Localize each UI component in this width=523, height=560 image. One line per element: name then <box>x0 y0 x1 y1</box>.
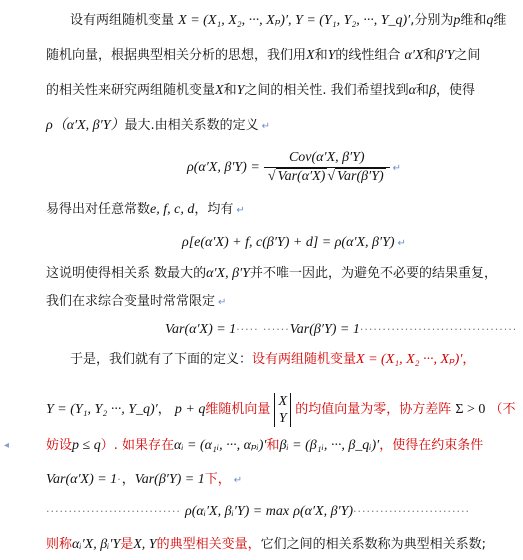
p2-text-a: 易得出对任意常数 <box>46 202 151 217</box>
p4-comma: ， <box>462 352 476 367</box>
eq1-den-var-y: Var(β′Y) <box>337 169 384 184</box>
p1-line1 <box>70 11 506 31</box>
symbol-p: p <box>453 13 461 28</box>
eq1-denominator: √ Var(α′X) √ Var(β′Y) <box>267 169 384 184</box>
equation-constraints: Var(α′X) = 1····· ······Var(β′Y) = 1··································· <box>165 322 518 337</box>
eq1-den-var-x: Var(α′X) <box>277 169 326 184</box>
equation-max-correlation: ······························ ρ(αᵢ′X, βᵢ′Y) = max ρ(α′X, β′Y)·························· <box>46 504 470 519</box>
eq2-text: ρ[e(α′X) + f, c(β′Y) + d] = ρ(α′X, β′Y) <box>182 235 395 250</box>
formula-beta-i: βᵢ = (β₁ᵢ, ···, β_qᵢ)′ <box>279 438 380 453</box>
formula-alpha-x-beta-y: α′X, β′Y <box>206 266 250 281</box>
paragraph-mark-icon: ↵ <box>261 121 271 132</box>
paragraph-mark-icon: ↵ <box>236 205 245 216</box>
formula-rho: ρ（α′X, β′Y） <box>46 118 125 133</box>
eq1-lhs: ρ(α′X, β′Y) = <box>187 160 260 175</box>
formula-x-y: X, Y <box>133 537 157 552</box>
p1-line2-d: 和 <box>423 48 437 63</box>
p1-line4-b: 最大.由相关系数的定义 <box>124 118 259 133</box>
p2-text-b: ，均有 <box>194 202 234 217</box>
formula-p-plus-q: p + q <box>174 402 206 417</box>
p1-line3-c: 之间的相关性. 我们希望找到 <box>244 83 409 98</box>
p4-line3-d: ，使得在约束条件 <box>379 438 484 453</box>
p1-line3-b: 和 <box>223 83 237 98</box>
paragraph-mark-icon: ↵ <box>233 475 243 486</box>
bracket-x: X <box>278 393 288 409</box>
symbol-y-2: Y <box>236 83 245 98</box>
p4-text-a: 于是，我们就有了下面的定义： <box>70 352 253 367</box>
eq3-var-alpha: Var(α′X) = 1 <box>165 322 237 337</box>
formula-y-vector-def: Y = (Y₁, Y₂ ···, Y_q)′ <box>46 402 158 417</box>
p1-text-a: 设有两组随机变量 <box>70 13 175 28</box>
paragraph-mark-icon: ↵ <box>218 297 227 308</box>
p5-text-a: 则称 <box>46 537 73 552</box>
eq4-lhs: ρ(αᵢ′X, βᵢ′Y) = max <box>185 504 290 519</box>
p1-line4 <box>46 116 270 136</box>
eq3-var-beta: Var(β′Y) = 1 <box>289 322 360 337</box>
p1-line2 <box>46 46 480 66</box>
p4-line3-c: 和 <box>266 438 280 453</box>
p4-line4: Var(α′X) = 1·，Var(β′Y) = 1下， ↵ <box>46 472 243 487</box>
formula-xy-vectors: X = (X₁, X₂, ···, Xₚ)′, Y = (Y₁, Y₂, ···, Y_q)′ <box>178 13 411 28</box>
p4-line3 <box>46 436 483 456</box>
p4-text-f: （不 <box>489 402 516 417</box>
symbol-q: q <box>486 13 494 28</box>
p5-text-b: 是 <box>120 537 134 552</box>
p1-line3-d: 和 <box>416 83 430 98</box>
p3-line2-text: 我们在求综合变量时常常限定 <box>46 294 216 309</box>
formula-alpha-i: αᵢ = (α₁ᵢ, ···, αₚᵢ)′ <box>173 438 267 453</box>
p1-line3-e: ，使得 <box>436 83 476 98</box>
p4-line1 <box>70 350 475 370</box>
symbol-x-2: X <box>215 83 224 98</box>
p4-text-b: 设有两组随机变量 <box>252 352 357 367</box>
bracket-y: Y <box>278 410 287 426</box>
p5-text-d: 它们之间的相关系数称为典型相关系数; <box>260 537 486 552</box>
formula-constants: e, f, c, d <box>150 202 195 217</box>
p1-line2-c: 的线性组合 <box>335 48 401 63</box>
p4-line4-text: 下， <box>204 472 231 487</box>
eq4-rhs: ρ(α′X, β′Y) <box>293 504 354 519</box>
equation-correlation-definition <box>187 146 401 190</box>
constraint-var-beta: Var(β′Y) = 1 <box>134 472 205 487</box>
p1-line2-a: 随机向量，根据典型相关分析的思想，我们用 <box>46 48 307 63</box>
p1-line3-a: 的相关性来研究两组随机变量 <box>46 83 216 98</box>
random-vector-bracket <box>274 393 291 427</box>
p1-text-c: 维和 <box>460 13 487 28</box>
eq1-fraction <box>264 149 390 186</box>
symbol-x: X <box>306 48 315 63</box>
p4-text-d: 维随机向量 <box>205 402 271 417</box>
p1-text-b: ,分别为 <box>410 13 454 28</box>
p5-text-c: 的典型相关变量， <box>156 537 261 552</box>
paragraph-mark-icon: ↵ <box>397 238 406 249</box>
symbol-beta: β <box>429 83 437 98</box>
symbol-y: Y <box>327 48 336 63</box>
p3-line2 <box>46 292 226 312</box>
p1-text-d: 维 <box>493 13 507 28</box>
formula-canonical-variables: αᵢ′X, βᵢ′Y <box>72 537 121 552</box>
p1-line2-e: 之间 <box>454 48 481 63</box>
p1-line3 <box>46 81 475 101</box>
paragraph-mark-icon: ↵ <box>392 163 402 174</box>
symbol-alpha: α <box>408 83 417 98</box>
p4-line3-b: ）. 如果存在 <box>100 438 174 453</box>
p4-comma-2: ， <box>157 402 171 417</box>
formula-p-leq-q: p ≤ q <box>72 438 101 453</box>
formula-sigma: Σ > 0 <box>455 402 486 417</box>
p1-line2-b: 和 <box>314 48 328 63</box>
equation-invariance <box>182 233 406 253</box>
p3-line1 <box>46 264 497 284</box>
p4-line2 <box>46 390 516 430</box>
p4-line3-a: 妨设 <box>46 438 73 453</box>
formula-alpha-x: α′X <box>404 48 424 63</box>
constraint-var-alpha: Var(α′X) = 1 <box>46 472 118 487</box>
p3-text-a: 这说明使得相关系 数最大的 <box>46 266 207 281</box>
formula-x-vector-def: X = (X₁, X₂ ···, Xₚ)′ <box>356 352 463 367</box>
margin-marker-icon: ◂ <box>4 440 10 451</box>
p5-line <box>46 535 486 555</box>
p3-text-b: 并不唯一因此，为避免不必要的结果重复， <box>249 266 497 281</box>
p2-line <box>46 200 245 220</box>
p4-text-e: 的均值向量为零，协方差阵 <box>295 402 452 417</box>
eq1-numerator: Cov(α′X, β′Y) <box>264 149 390 168</box>
formula-beta-y: β′Y <box>436 48 455 63</box>
